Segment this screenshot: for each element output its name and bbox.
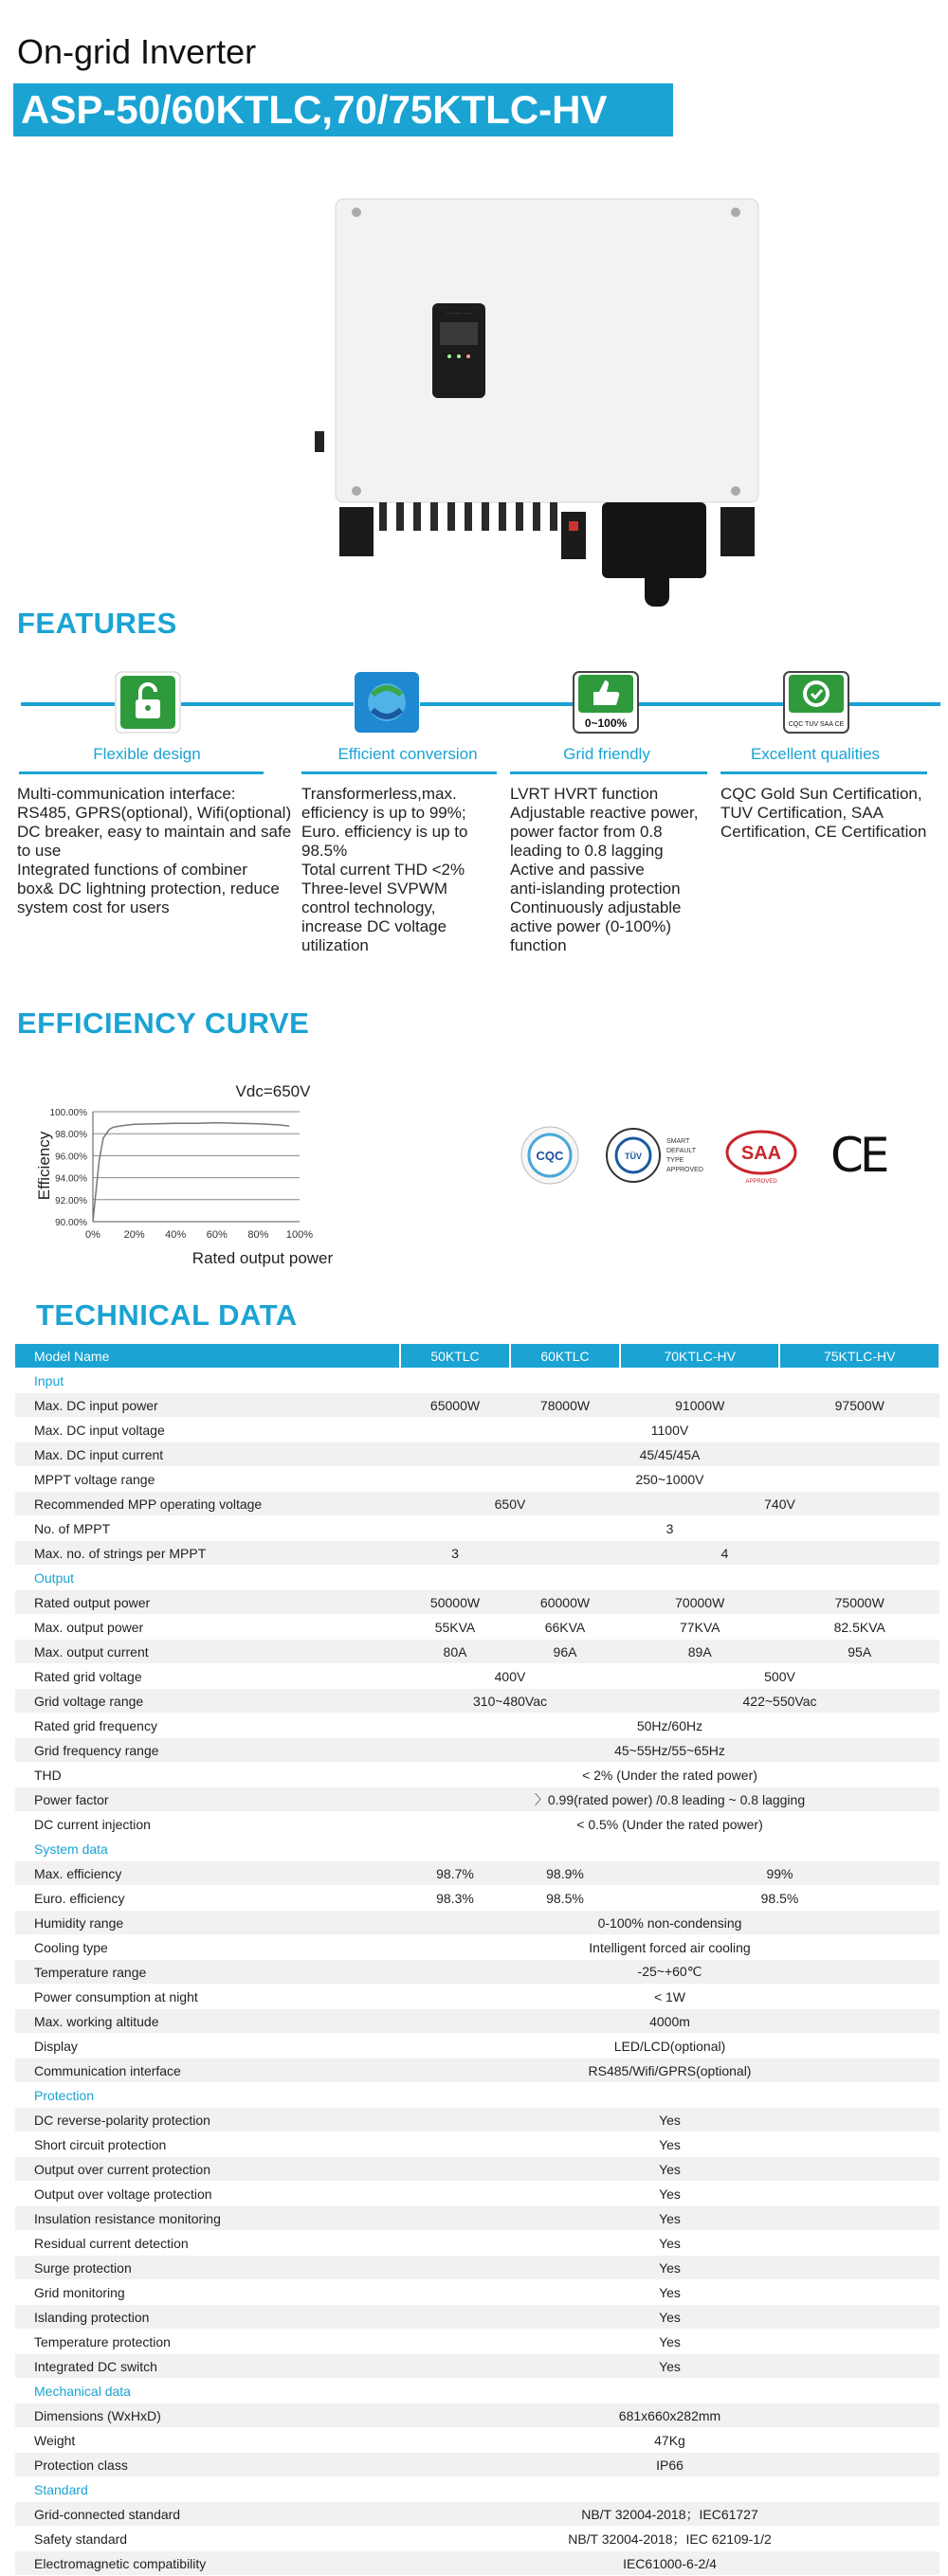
row-label: DC current injection — [15, 1812, 400, 1837]
table-row — [15, 1442, 939, 1467]
row-label: Residual current detection — [15, 2231, 400, 2256]
cqc-logo-text: CQC — [536, 1149, 564, 1163]
technical-data-table — [15, 1344, 940, 2576]
row-value: 70000W — [620, 1590, 779, 1615]
row-value: Yes — [400, 2305, 939, 2330]
row-value: 310~480Vac — [400, 1689, 620, 1714]
feature-line: anti-islanding protection — [510, 880, 681, 898]
feature-underline-2 — [301, 771, 497, 774]
row-value: Yes — [400, 2132, 939, 2157]
row-label: Temperature range — [15, 1960, 400, 1985]
feature-line: RS485, GPRS(optional), Wifi(optional) — [17, 804, 292, 822]
efficiency-series-line — [93, 1123, 289, 1222]
feature-underline-3 — [510, 771, 707, 774]
row-label: Max. efficiency — [15, 1861, 400, 1886]
table-row — [15, 2527, 939, 2551]
chart-y-tick-label: 98.00% — [55, 1130, 87, 1141]
row-value: LED/LCD(optional) — [400, 2034, 939, 2059]
row-value: RS485/Wifi/GPRS(optional) — [400, 2059, 939, 2083]
row-label: Integrated DC switch — [15, 2354, 400, 2379]
feature-title-excellent-qualities: Excellent qualities — [750, 745, 881, 763]
row-value: < 2% (Under the rated power) — [400, 1763, 939, 1787]
row-value: 422~550Vac — [620, 1689, 939, 1714]
feature-line: box& DC lightning protection, reduce — [17, 880, 280, 898]
table-row — [15, 2305, 939, 2330]
tuv-logo-line-4: APPROVED — [666, 1167, 703, 1173]
efficiency-chart — [28, 1076, 446, 1275]
table-row — [15, 2354, 939, 2379]
technical-heading: TECHNICAL DATA — [36, 1298, 298, 1332]
row-value: < 0.5% (Under the rated power) — [400, 1812, 939, 1837]
feature-line: Three-level SVPWM — [301, 880, 447, 898]
row-label: Humidity range — [15, 1911, 400, 1935]
certificate-badge-icon — [783, 671, 849, 734]
feature-line: Continuously adjustable — [510, 898, 682, 916]
table-row — [15, 2132, 939, 2157]
table-row — [15, 2108, 939, 2132]
table-row — [15, 1467, 939, 1492]
row-value: Yes — [400, 2157, 939, 2182]
row-value: Yes — [400, 2108, 939, 2132]
row-label: Recommended MPP operating voltage — [15, 1492, 400, 1516]
table-row — [15, 2206, 939, 2231]
chart-y-axis-label: Efficiency — [35, 1131, 53, 1201]
chart-y-tick-label: 100.00% — [49, 1108, 87, 1118]
row-value: 〉0.99(rated power) /0.8 leading ~ 0.8 lagging — [400, 1787, 939, 1812]
row-label: Communication interface — [15, 2059, 400, 2083]
cqc-logo — [517, 1122, 583, 1188]
row-value: Yes — [400, 2330, 939, 2354]
row-value: Yes — [400, 2354, 939, 2379]
feature-line: utilization — [301, 936, 369, 954]
row-label: Max. working altitude — [15, 2009, 400, 2034]
row-label: Rated grid frequency — [15, 1714, 400, 1738]
table-row — [15, 2453, 939, 2477]
table-row — [15, 2231, 939, 2256]
row-label: Grid frequency range — [15, 1738, 400, 1763]
row-value: 99% — [620, 1861, 939, 1886]
table-section-row — [15, 2477, 939, 2502]
efficiency-heading: EFFICIENCY CURVE — [17, 1007, 310, 1040]
feature-line: Multi-communication interface: — [17, 785, 236, 803]
row-value: 650V — [400, 1492, 620, 1516]
table-row — [15, 1787, 939, 1812]
row-label: Safety standard — [15, 2527, 400, 2551]
row-value: 0-100% non-condensing — [400, 1911, 939, 1935]
feature-line: increase DC voltage — [301, 917, 447, 935]
table-row — [15, 2157, 939, 2182]
feature-line: function — [510, 936, 567, 954]
feature-line: Euro. efficiency is up to — [301, 823, 468, 841]
feature-title-grid-friendly: Grid friendly — [563, 745, 650, 763]
inverter-display-text: ...... ........ ........ — [446, 310, 472, 315]
feature-line: DC breaker, easy to maintain and safe — [17, 823, 292, 841]
row-value: 250~1000V — [400, 1467, 939, 1492]
feature-line: active power (0-100%) — [510, 917, 672, 935]
table-section-row — [15, 1837, 939, 1861]
feature-line: control technology, — [301, 898, 436, 916]
chart-x-axis-label: Rated output power — [191, 1249, 334, 1267]
row-value: 89A — [620, 1640, 779, 1664]
table-row — [15, 1985, 939, 2009]
table-row — [15, 1590, 939, 1615]
row-value: 4 — [510, 1541, 939, 1566]
row-value: 98.9% — [510, 1861, 620, 1886]
row-value: IP66 — [400, 2453, 939, 2477]
row-label: Max. output current — [15, 1640, 400, 1664]
feature-text-flexible-design — [17, 785, 301, 917]
row-label: Max. output power — [15, 1615, 400, 1640]
row-value: 66KVA — [510, 1615, 620, 1640]
section-label: Protection — [15, 2083, 939, 2108]
column-header-model: 60KTLC — [510, 1344, 620, 1369]
row-value: 3 — [400, 1516, 939, 1541]
column-header-model: 70KTLC-HV — [620, 1344, 779, 1369]
row-label: Cooling type — [15, 1935, 400, 1960]
row-value: 96A — [510, 1640, 620, 1664]
row-value: 98.7% — [400, 1861, 510, 1886]
earth-cycle-icon — [354, 671, 420, 734]
model-banner: ASP-50/60KTLC,70/75KTLC-HV — [13, 83, 673, 136]
feature-underline-1 — [19, 771, 264, 774]
row-label: Grid-connected standard — [15, 2502, 400, 2527]
table-section-row — [15, 2379, 939, 2404]
table-row — [15, 1689, 939, 1714]
tuv-logo — [602, 1122, 711, 1188]
chart-x-tick-label: 0% — [85, 1229, 100, 1241]
row-value: -25~+60℃ — [400, 1960, 939, 1985]
feature-line: to use — [17, 842, 62, 860]
table-header-row — [15, 1344, 939, 1369]
row-value: 97500W — [779, 1393, 939, 1418]
row-label: Power factor — [15, 1787, 400, 1812]
feature-text-efficient-conversion — [301, 785, 505, 955]
table-row — [15, 2404, 939, 2428]
table-row — [15, 2502, 939, 2527]
row-label: Temperature protection — [15, 2330, 400, 2354]
ce-logo: CE — [830, 1128, 886, 1183]
feature-line: Adjustable reactive power, — [510, 804, 699, 822]
row-label: Protection class — [15, 2453, 400, 2477]
chart-x-tick-label: 20% — [123, 1229, 145, 1241]
feature-line: leading to 0.8 lagging — [510, 842, 664, 860]
chart-y-tick-label: 94.00% — [55, 1173, 87, 1185]
section-label: System data — [15, 1837, 939, 1861]
row-value: 1100V — [400, 1418, 939, 1442]
row-label: Grid voltage range — [15, 1689, 400, 1714]
feature-line: system cost for users — [17, 898, 170, 916]
saa-logo-subtext: APPROVED — [745, 1179, 777, 1185]
chart-x-tick-label: 100% — [285, 1229, 314, 1241]
tuv-logo-line-1: SMART — [666, 1138, 690, 1145]
row-label: DC reverse-polarity protection — [15, 2108, 400, 2132]
table-section-row — [15, 1369, 939, 1393]
features-heading: FEATURES — [17, 607, 177, 640]
table-row — [15, 2009, 939, 2034]
table-row — [15, 1393, 939, 1418]
row-value: 50000W — [400, 1590, 510, 1615]
row-value: 400V — [400, 1664, 620, 1689]
row-value: Yes — [400, 2231, 939, 2256]
table-row — [15, 2182, 939, 2206]
feature-title-flexible-design: Flexible design — [93, 745, 201, 763]
column-header-model: 75KTLC-HV — [779, 1344, 939, 1369]
row-value: NB/T 32004-2018；IEC61727 — [400, 2502, 939, 2527]
row-value: 4000m — [400, 2009, 939, 2034]
row-value: IEC61000-6-2/4 — [400, 2551, 939, 2576]
page-title: On-grid Inverter — [17, 32, 257, 71]
row-value: Intelligent forced air cooling — [400, 1935, 939, 1960]
chart-x-tick-label: 80% — [247, 1229, 269, 1241]
section-label: Output — [15, 1566, 939, 1590]
section-label: Standard — [15, 2477, 939, 2502]
table-row — [15, 2256, 939, 2280]
row-label: Max. DC input current — [15, 1442, 400, 1467]
row-value: 65000W — [400, 1393, 510, 1418]
row-value: 78000W — [510, 1393, 620, 1418]
table-row — [15, 1516, 939, 1541]
table-row — [15, 1960, 939, 1985]
row-value: 98.3% — [400, 1886, 510, 1911]
row-label: MPPT voltage range — [15, 1467, 400, 1492]
feature-line: LVRT HVRT function — [510, 785, 659, 803]
table-row — [15, 1738, 939, 1763]
feature-text-grid-friendly — [510, 785, 719, 955]
feature-underline-4 — [720, 771, 927, 774]
column-header-model-name: Model Name — [15, 1344, 400, 1369]
table-row — [15, 2280, 939, 2305]
row-value: Yes — [400, 2206, 939, 2231]
feature-line: Certification, CE Certification — [720, 823, 927, 841]
table-row — [15, 1664, 939, 1689]
row-label: Weight — [15, 2428, 400, 2453]
excellent-qualities-icon-label: CQC TUV SAA CE — [788, 721, 845, 728]
row-value: 98.5% — [620, 1886, 939, 1911]
row-value: < 1W — [400, 1985, 939, 2009]
table-row — [15, 1935, 939, 1960]
row-label: Max. DC input power — [15, 1393, 400, 1418]
row-value: 98.5% — [510, 1886, 620, 1911]
unlock-icon — [115, 671, 181, 734]
row-label: Surge protection — [15, 2256, 400, 2280]
row-value: 681x660x282mm — [400, 2404, 939, 2428]
table-row — [15, 1615, 939, 1640]
row-value: 77KVA — [620, 1615, 779, 1640]
table-section-row — [15, 2083, 939, 2108]
row-label: No. of MPPT — [15, 1516, 400, 1541]
row-value: 47Kg — [400, 2428, 939, 2453]
table-row — [15, 1640, 939, 1664]
table-row — [15, 1911, 939, 1935]
saa-logo — [723, 1124, 799, 1187]
row-value: 3 — [400, 1541, 510, 1566]
section-label: Input — [15, 1369, 939, 1393]
row-label: Max. DC input voltage — [15, 1418, 400, 1442]
row-label: Dimensions (WxHxD) — [15, 2404, 400, 2428]
feature-line: efficiency is up to 99%; — [301, 804, 466, 822]
feature-text-excellent-qualities — [720, 785, 939, 842]
table-section-row — [15, 1566, 939, 1590]
table-row — [15, 2330, 939, 2354]
feature-line: TUV Certification, SAA — [720, 804, 884, 822]
row-value: 740V — [620, 1492, 939, 1516]
feature-line: power factor from 0.8 — [510, 823, 663, 841]
feature-title-efficient-conversion: Efficient conversion — [337, 745, 478, 763]
tuv-logo-text: TÜV — [625, 1152, 642, 1161]
table-row — [15, 2428, 939, 2453]
feature-line: CQC Gold Sun Certification, — [720, 785, 922, 803]
row-value: 91000W — [620, 1393, 779, 1418]
table-row — [15, 1861, 939, 1886]
saa-logo-text: SAA — [740, 1143, 782, 1164]
row-label: Short circuit protection — [15, 2132, 400, 2157]
chart-title: Vdc=650V — [235, 1082, 311, 1100]
row-label: Power consumption at night — [15, 1985, 400, 2009]
row-value: 75000W — [779, 1590, 939, 1615]
grid-friendly-icon-label: 0~100% — [584, 717, 628, 730]
row-label: Rated output power — [15, 1590, 400, 1615]
row-value: Yes — [400, 2182, 939, 2206]
row-value: 80A — [400, 1640, 510, 1664]
tuv-logo-line-3: TYPE — [666, 1157, 684, 1164]
table-row — [15, 1492, 939, 1516]
feature-line: Transformerless,max. — [301, 785, 457, 803]
row-label: Max. no. of strings per MPPT — [15, 1541, 400, 1566]
table-row — [15, 1714, 939, 1738]
thumbs-up-icon — [573, 671, 639, 734]
row-value: 95A — [779, 1640, 939, 1664]
feature-line: Integrated functions of combiner — [17, 861, 247, 879]
table-row — [15, 2551, 939, 2576]
chart-y-tick-label: 90.00% — [55, 1218, 87, 1228]
row-label: Rated grid voltage — [15, 1664, 400, 1689]
chart-y-tick-label: 92.00% — [55, 1195, 87, 1206]
row-label: Grid monitoring — [15, 2280, 400, 2305]
inverter-product-image — [313, 190, 768, 626]
row-label: Electromagnetic compatibility — [15, 2551, 400, 2576]
feature-line: Total current THD <2% — [301, 861, 465, 879]
row-value: 45~55Hz/55~65Hz — [400, 1738, 939, 1763]
row-label: Euro. efficiency — [15, 1886, 400, 1911]
table-row — [15, 1418, 939, 1442]
row-label: Output over current protection — [15, 2157, 400, 2182]
table-row — [15, 1886, 939, 1911]
row-label: Insulation resistance monitoring — [15, 2206, 400, 2231]
table-row — [15, 1541, 939, 1566]
row-value: 55KVA — [400, 1615, 510, 1640]
row-value: Yes — [400, 2280, 939, 2305]
column-header-model: 50KTLC — [400, 1344, 510, 1369]
row-label: Islanding protection — [15, 2305, 400, 2330]
row-value: NB/T 32004-2018；IEC 62109-1/2 — [400, 2527, 939, 2551]
table-row — [15, 2059, 939, 2083]
row-label: Display — [15, 2034, 400, 2059]
table-row — [15, 1763, 939, 1787]
chart-y-tick-label: 96.00% — [55, 1152, 87, 1163]
table-row — [15, 2034, 939, 2059]
section-label: Mechanical data — [15, 2379, 939, 2404]
row-value: 60000W — [510, 1590, 620, 1615]
row-value: Yes — [400, 2256, 939, 2280]
row-value: 500V — [620, 1664, 939, 1689]
row-value: 50Hz/60Hz — [400, 1714, 939, 1738]
table-row — [15, 1812, 939, 1837]
row-value: 45/45/45A — [400, 1442, 939, 1467]
feature-line: Active and passive — [510, 861, 645, 879]
tuv-logo-line-2: DEFAULT — [666, 1148, 696, 1154]
row-label: THD — [15, 1763, 400, 1787]
row-value: 82.5KVA — [779, 1615, 939, 1640]
chart-x-tick-label: 60% — [206, 1229, 228, 1241]
row-label: Output over voltage protection — [15, 2182, 400, 2206]
feature-line: 98.5% — [301, 842, 348, 860]
chart-x-tick-label: 40% — [165, 1229, 187, 1241]
